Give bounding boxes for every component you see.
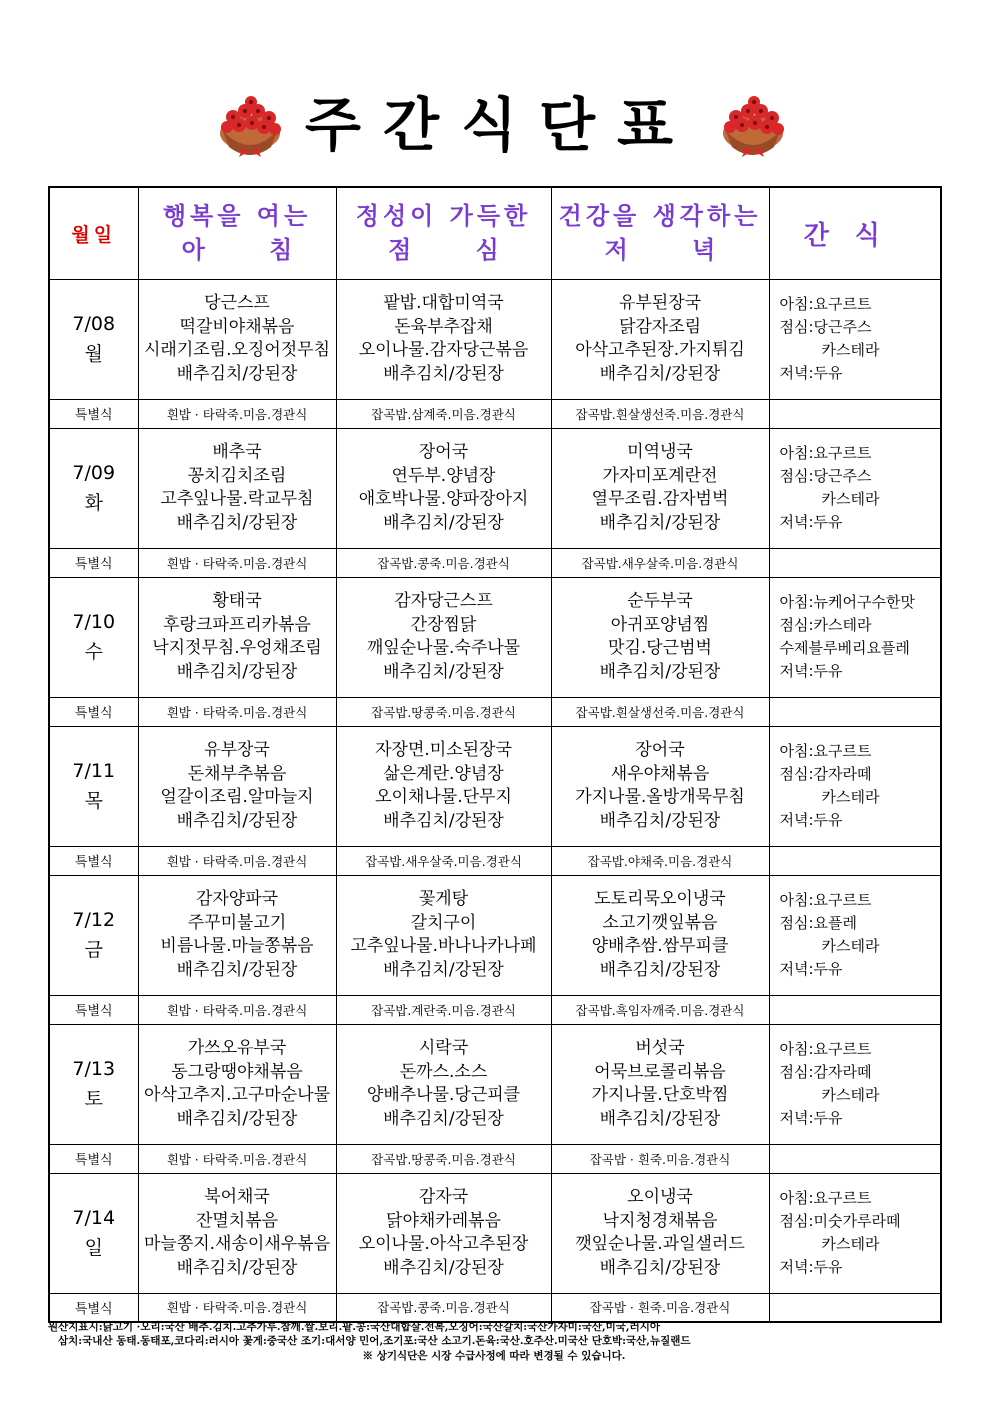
special-row [49,846,941,875]
snack-cell [769,1024,941,1144]
snack-item: 점심:당근주스 [779,467,872,485]
special-label: 특별식 [49,399,138,428]
breakfast-header [138,187,336,279]
special-meal-cell: 잡곡밥.흰살생선죽.미음.경관식 [551,399,769,428]
lunch-header-line2: 점 심 [388,236,527,265]
origin-line-1: 원산지표시:닭고기 ·오리:국산 배추.김치.고추가루.참깨.쌀.보리.팥.콩:국산대합살.전복,오징어:국산갈치:국산가자미:국산,미국,러시아 [48,1321,661,1333]
dinner-cell [551,279,769,399]
lunch-item: 갈치구이 [410,912,477,933]
special-label: 특별식 [49,1293,138,1322]
breakfast-item: 가쓰오유부국 [187,1038,287,1058]
breakfast-item: 얼갈이조림.알마늘지 [160,787,314,807]
special-meal-cell: 잡곡밥.흰살생선죽.미음.경관식 [551,697,769,726]
breakfast-item: 주꾸미불고기 [187,912,287,933]
special-meal-cell: 잡곡밥 · 흰죽.미음.경관식 [551,1293,769,1322]
special-snack-empty [769,548,941,577]
snack-item: 저녁:두유 [779,513,843,531]
breakfast-item: 아삭고추지.고구마순나물 [143,1085,331,1105]
day-row [49,1173,941,1293]
dinner-cell [551,875,769,995]
snack-item: 카스테라 [821,937,880,955]
snack-item: 점심:요플레 [779,914,858,932]
special-snack-empty [769,995,941,1024]
day-cell [49,1173,138,1293]
weekday-label: 목 [84,790,103,812]
dinner-item: 배추김치/강된장 [599,1108,721,1129]
breakfast-item: 후랑크파프리카볶음 [163,614,311,635]
breakfast-item: 비름나물.마늘쫑볶음 [160,936,314,956]
snack-item: 아침:요구르트 [779,444,872,462]
day-row [49,875,941,995]
breakfast-item: 배추김치/강된장 [176,661,298,682]
snack-header: 간식 [769,187,941,279]
snack-cell [769,1173,941,1293]
snack-cell [769,428,941,548]
special-meal-cell: 흰밥 · 타락죽.미음.경관식 [138,1144,336,1173]
snack-item: 아침:요구르트 [779,891,872,909]
lunch-item: 배추김치/강된장 [383,959,504,980]
dinner-item: 가지나물.단호박찜 [591,1085,729,1105]
dinner-item: 낙지청경채볶음 [602,1210,718,1231]
lunch-item: 팥밥.대합미역국 [383,293,504,313]
special-snack-empty [769,399,941,428]
dinner-cell [551,1173,769,1293]
snack-item: 점심:당근주스 [779,318,872,336]
snack-item: 아침:요구르트 [779,295,872,313]
day-header: 월일 [49,187,138,279]
dinner-item: 열무조림.감자범벅 [591,489,729,509]
title-area [0,85,992,175]
snack-item: 저녁:두유 [779,1258,843,1276]
snack-item: 점심:미숫가루라떼 [779,1212,901,1230]
snack-item: 점심:감자라떼 [779,1063,872,1081]
special-meal-cell: 잡곡밥.콩죽.미음.경관식 [336,1293,551,1322]
special-snack-empty [769,846,941,875]
dinner-item: 도토리묵오이냉국 [594,889,726,909]
lunch-item: 닭야채카레볶음 [386,1210,501,1231]
special-meal-cell: 잡곡밥.삼계죽.미음.경관식 [336,399,551,428]
special-label: 특별식 [49,697,138,726]
dinner-item: 장어국 [635,740,685,760]
dinner-item: 순두부국 [627,591,693,611]
lunch-item: 감자당근스프 [394,591,493,611]
dinner-item: 양배추쌈.쌈무피클 [591,936,729,956]
lunch-cell [336,577,551,697]
special-meal-cell: 흰밥 · 타락죽.미음.경관식 [138,995,336,1024]
snack-item: 카스테라 [821,1235,880,1253]
lunch-header [336,187,551,279]
special-meal-cell: 잡곡밥.흑임자깨죽.미음.경관식 [551,995,769,1024]
weekday-label: 월 [84,343,103,365]
dinner-item: 맛김.당근범벅 [608,638,712,658]
page-title: 주간식단표 [304,91,696,159]
dinner-item: 배추김치/강된장 [599,810,721,831]
breakfast-item: 배추김치/강된장 [176,1257,298,1278]
lunch-item: 오이채나물.단무지 [375,787,512,807]
special-meal-cell: 흰밥 · 타락죽.미음.경관식 [138,846,336,875]
day-cell [49,428,138,548]
snack-item: 아침:요구르트 [779,1189,872,1207]
date-label: 7/08 [72,313,116,335]
special-label: 특별식 [49,846,138,875]
lunch-item: 돈육부추잡채 [394,316,493,337]
breakfast-cell [138,875,336,995]
change-notice: ※ 상기식단은 시장 수급사정에 따라 변경될 수 있습니다. [362,1350,626,1362]
lunch-item: 배추김치/강된장 [383,810,504,831]
breakfast-cell [138,577,336,697]
snack-item: 저녁:두유 [779,364,843,382]
lunch-item: 연두부.양념장 [391,465,496,486]
breakfast-item: 시래기조림.오징어젓무침 [143,340,331,360]
breakfast-item: 배추김치/강된장 [176,1108,298,1129]
dinner-cell [551,726,769,846]
weekday-label: 일 [84,1237,103,1259]
dinner-cell [551,577,769,697]
lunch-cell [336,428,551,548]
breakfast-item: 배추김치/강된장 [176,959,298,980]
breakfast-header-line1: 행복을 여는 [162,202,312,231]
breakfast-item: 고추잎나물.락교무침 [160,489,314,509]
dinner-cell [551,428,769,548]
special-meal-cell: 잡곡밥 · 흰죽.미음.경관식 [551,1144,769,1173]
snack-item: 카스테라 [821,490,880,508]
dinner-item: 배추김치/강된장 [599,1257,721,1278]
special-meal-cell: 잡곡밥.계란죽.미음.경관식 [336,995,551,1024]
snack-item: 저녁:두유 [779,662,843,680]
snack-item: 아침:요구르트 [779,742,872,760]
special-meal-cell: 잡곡밥.새우살죽.미음.경관식 [551,548,769,577]
special-meal-cell: 잡곡밥.땅콩죽.미음.경관식 [336,1144,551,1173]
date-label: 7/13 [72,1058,116,1080]
special-meal-cell: 흰밥 · 타락죽.미음.경관식 [138,548,336,577]
lunch-item: 고추잎나물.바나나카나페 [350,936,537,956]
special-row [49,995,941,1024]
breakfast-cell [138,1173,336,1293]
special-row [49,697,941,726]
lunch-cell [336,1173,551,1293]
day-row [49,577,941,697]
breakfast-item: 황태국 [212,591,262,611]
lunch-item: 자장면.미소된장국 [375,740,512,760]
day-cell [49,875,138,995]
day-row [49,1024,941,1144]
dinner-item: 오이냉국 [627,1187,693,1207]
lunch-item: 감자국 [418,1187,469,1207]
special-meal-cell: 흰밥 · 타락죽.미음.경관식 [138,1293,336,1322]
dinner-item: 버섯국 [635,1038,685,1058]
footer [48,1320,940,1363]
breakfast-item: 당근스프 [204,293,270,313]
breakfast-header-line2: 아 침 [181,236,321,265]
breakfast-cell [138,279,336,399]
special-meal-cell: 잡곡밥.콩죽.미음.경관식 [336,548,551,577]
dinner-item: 어묵브로콜리볶음 [594,1061,726,1082]
lunch-item: 꽃게탕 [418,889,469,909]
snack-item: 아침:뉴케어구수한맛 [779,593,915,611]
snack-item: 저녁:두유 [779,811,843,829]
snack-cell [769,279,941,399]
day-cell [49,279,138,399]
day-cell [49,1024,138,1144]
special-row [49,1293,941,1322]
snack-item: 카스테라 [821,341,880,359]
dinner-item: 배추김치/강된장 [599,512,721,533]
dinner-item: 유부된장국 [618,293,702,313]
menu-body [49,279,941,1322]
dinner-header [551,187,769,279]
special-snack-empty [769,697,941,726]
dinner-item: 가지나물.올방개묵무침 [575,787,745,807]
header-row [49,187,941,279]
breakfast-item: 낙지젓무침.우엉채조림 [152,638,322,658]
day-row [49,428,941,548]
lunch-item: 배추김치/강된장 [383,512,504,533]
snack-item: 아침:요구르트 [779,1040,872,1058]
lunch-cell [336,1024,551,1144]
special-meal-cell: 잡곡밥.야채죽.미음.경관식 [551,846,769,875]
snack-cell [769,577,941,697]
breakfast-item: 돈채부추볶음 [187,763,287,784]
lunch-item: 간장찜닭 [410,614,477,635]
lunch-item: 배추김치/강된장 [383,363,504,384]
dinner-header-line2: 저 녁 [604,236,744,265]
lunch-header-line1: 정성이 가득한 [355,202,532,231]
special-label: 특별식 [49,1144,138,1173]
snack-item: 수제블루베리요플레 [779,639,910,657]
lunch-item: 돈까스.소스 [399,1061,488,1082]
breakfast-item: 동그랑땡야채볶음 [171,1061,303,1082]
breakfast-cell [138,428,336,548]
date-label: 7/09 [72,462,116,484]
day-cell [49,577,138,697]
snack-item: 카스테라 [821,788,880,806]
dinner-item: 배추김치/강된장 [599,959,721,980]
date-label: 7/12 [72,909,116,931]
date-label: 7/14 [72,1207,116,1229]
lunch-item: 오이나물.아삭고추된장 [358,1234,529,1254]
lunch-item: 깨잎순나물.숙주나물 [366,638,521,658]
special-meal-cell: 잡곡밥.새우살죽.미음.경관식 [336,846,551,875]
lunch-item: 삶은계란.양념장 [383,763,504,784]
snack-cell [769,875,941,995]
lunch-item: 양배추나물.당근피클 [366,1085,521,1105]
special-meal-cell: 흰밥 · 타락죽.미음.경관식 [138,697,336,726]
breakfast-item: 북어채국 [204,1187,270,1207]
special-label: 특별식 [49,548,138,577]
breakfast-item: 배추국 [212,442,262,462]
weekly-menu-table [48,186,942,1323]
weekday-label: 금 [84,939,103,961]
date-label: 7/11 [72,760,116,782]
weekday-label: 화 [84,492,103,514]
dinner-item: 아삭고추된장.가지튀김 [575,340,745,360]
special-row [49,1144,941,1173]
lunch-item: 배추김치/강된장 [383,661,504,682]
rose-bouquet-icon [716,87,790,159]
origin-line-2: 삼치:국내산 동태.동태포,코다리:러시아 꽃게:중국산 조기:대서양 민어,조기포:국산 소고기.돈육:국산.호주산.미국산 단호박:국산,뉴질랜드 [58,1335,691,1347]
dinner-item: 깻잎순나물.과일샐러드 [575,1234,745,1254]
snack-item: 점심:감자라떼 [779,765,872,783]
dinner-item: 소고기깻잎볶음 [602,912,718,933]
special-meal-cell: 잡곡밥.땅콩죽.미음.경관식 [336,697,551,726]
date-label: 7/10 [72,611,116,633]
special-label: 특별식 [49,995,138,1024]
breakfast-item: 잔멸치볶음 [195,1210,279,1231]
breakfast-item: 꽁치김치조림 [187,465,287,486]
special-snack-empty [769,1293,941,1322]
dinner-item: 닭감자조림 [618,316,702,337]
dinner-header-line1: 건강을 생각하는 [558,202,762,231]
special-meal-cell: 흰밥 · 타락죽.미음.경관식 [138,399,336,428]
snack-item: 카스테라 [821,1086,880,1104]
breakfast-item: 배추김치/강된장 [176,810,298,831]
dinner-item: 새우야채볶음 [610,763,710,784]
breakfast-item: 마늘쫑지.새송이새우볶음 [143,1234,331,1254]
dinner-item: 배추김치/강된장 [599,363,721,384]
day-cell [49,726,138,846]
day-row [49,279,941,399]
lunch-item: 배추김치/강된장 [383,1108,504,1129]
breakfast-item: 떡갈비야채볶음 [179,316,295,337]
breakfast-item: 배추김치/강된장 [176,363,298,384]
lunch-item: 배추김치/강된장 [383,1257,504,1278]
breakfast-cell [138,1024,336,1144]
lunch-item: 오이나물.감자당근볶음 [358,340,529,360]
rose-bouquet-icon [213,87,287,159]
lunch-item: 애호박나물.양파장아지 [358,489,529,509]
special-row [49,399,941,428]
dinner-cell [551,1024,769,1144]
snack-item: 저녁:두유 [779,1109,843,1127]
snack-item: 저녁:두유 [779,960,843,978]
dinner-item: 아귀포양념찜 [610,614,710,635]
dinner-item: 가자미포계란전 [602,465,718,486]
lunch-cell [336,726,551,846]
special-snack-empty [769,1144,941,1173]
breakfast-item: 감자양파국 [195,889,279,909]
weekday-label: 수 [84,641,103,663]
breakfast-item: 유부장국 [204,740,270,760]
lunch-item: 시락국 [418,1038,469,1058]
snack-item: 점심:카스테라 [779,616,872,634]
lunch-cell [336,875,551,995]
special-row [49,548,941,577]
breakfast-item: 배추김치/강된장 [176,512,298,533]
day-row [49,726,941,846]
lunch-item: 장어국 [418,442,469,462]
dinner-item: 배추김치/강된장 [599,661,721,682]
lunch-cell [336,279,551,399]
breakfast-cell [138,726,336,846]
snack-cell [769,726,941,846]
weekday-label: 토 [84,1088,103,1110]
dinner-item: 미역냉국 [627,442,693,462]
